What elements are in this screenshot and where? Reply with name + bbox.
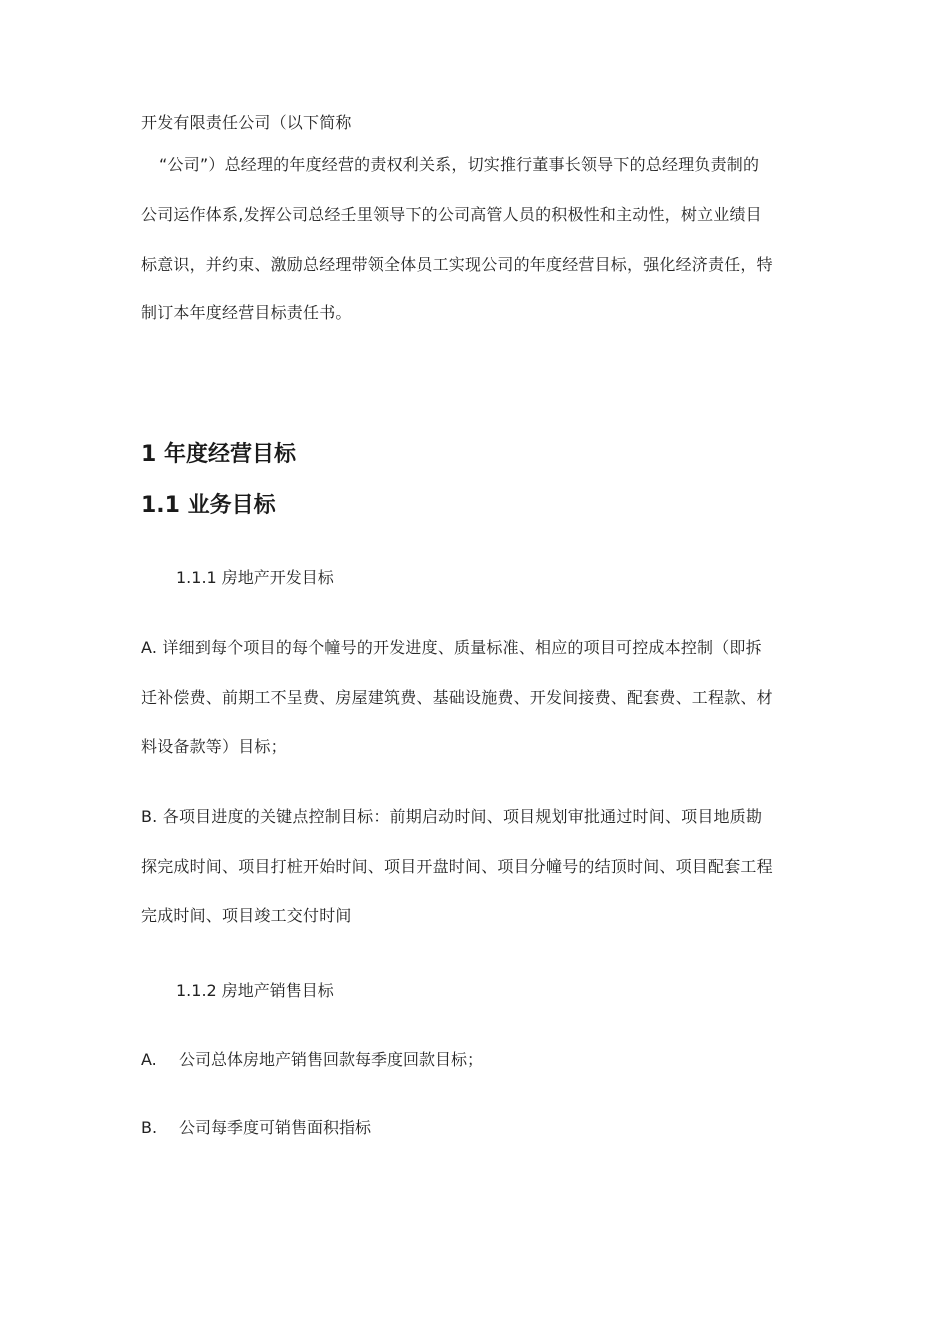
dev-a-line-2: 迁补偿费、前期工不呈费、房屋建筑费、基础设施费、开发间接费、配套费、工程款、材 <box>141 688 773 707</box>
intro-line-3: 公司运作体系,发挥公司总经壬里领导下的公司高管人员的积极性和主动性，树立业绩目 <box>141 205 762 224</box>
sales-item-b-mark: B. <box>141 1118 158 1137</box>
dev-b-line-3: 完成时间、项目竣工交付时间 <box>141 906 352 925</box>
sales-item-a <box>141 1050 483 1070</box>
dev-b-line-1: B. 各项目进度的关键点控制目标：前期启动时间、项目规划审批通过时间、项目地质勘 <box>141 807 763 826</box>
sales-item-a-mark: A. <box>141 1050 157 1069</box>
section-heading-1-1-2: 1.1.2 房地产销售目标 <box>176 981 334 1000</box>
sales-item-b <box>141 1118 371 1138</box>
section-heading-1-1: 1.1 业务目标 <box>141 493 276 518</box>
sales-item-b-text: 公司每季度可销售面积指标 <box>179 1118 372 1137</box>
intro-line-1: 开发有限责任公司（以下简称 <box>141 113 352 132</box>
dev-a-line-3: 料设备款等）目标； <box>141 737 287 756</box>
dev-b-line-2: 探完成时间、项目打桩开始时间、项目开盘时间、项目分幢号的结顶时间、项目配套工程 <box>141 857 773 876</box>
sales-item-a-text: 公司总体房地产销售回款每季度回款目标； <box>179 1050 484 1069</box>
dev-a-line-1: A. 详细到每个项目的每个幢号的开发进度、质量标准、相应的项目可控成本控制（即拆 <box>141 638 762 657</box>
intro-line-2: “公司”）总经理的年度经营的责权利关系，切实推行董事长领导下的总经理负责制的 <box>159 155 760 174</box>
intro-line-5: 制订本年度经营目标责任书。 <box>141 303 352 322</box>
section-heading-1-1-1: 1.1.1 房地产开发目标 <box>176 568 334 587</box>
intro-line-4: 标意识，并约束、激励总经理带领全体员工实现公司的年度经营目标，强化经济责任，特 <box>141 255 773 274</box>
section-heading-1: 1 年度经营目标 <box>141 442 296 467</box>
